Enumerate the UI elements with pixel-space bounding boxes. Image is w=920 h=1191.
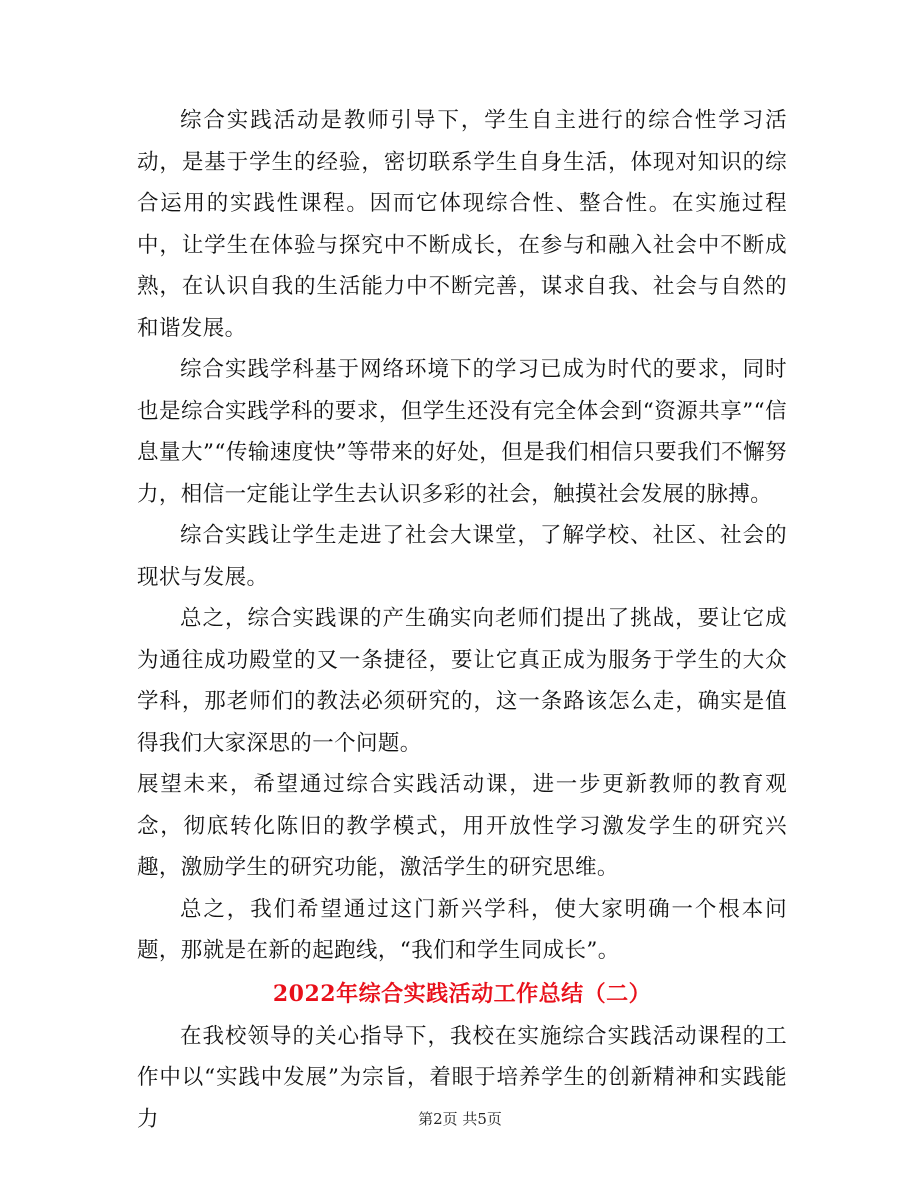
section-heading: 2022年综合实践活动工作总结（二） (272, 980, 652, 1007)
paragraph-social-classroom: 综合实践让学生走进了社会大课堂，了解学校、社区、社会的现状与发展。 (137, 523, 787, 590)
paragraph-conclusion: 总之，我们希望通过这门新兴学科，使大家明确一个根本问题，那就是在新的起跑线，“我们和学生同成长”。 (137, 896, 787, 963)
page-number-footer: 第2页 共5页 (418, 1110, 502, 1128)
paragraph-network-learning: 综合实践学科基于网络环境下的学习已成为时代的要求，同时也是综合实践学科的要求，但学生还没有完全体会到“资源共享”“信息量大”“传输速度快”等带来的好处，但是我们相信只要我们不懈努力，相信一定能让学生去认识多彩的社会，触摸社会发展的脉搏。 (137, 357, 787, 507)
paragraph-outlook: 展望未来，希望通过综合实践活动课，进一步更新教师的教育观念，彻底转化陈旧的教学模式，用开放性学习激发学生的研究兴趣，激励学生的研究功能，激活学生的研究思维。 (137, 772, 787, 880)
paragraph-challenge: 总之，综合实践课的产生确实向老师们提出了挑战，要让它成为通往成功殿堂的又一条捷径，要让它真正成为服务于学生的大众学科，那老师们的教法必须研究的，这一条路该怎么走，确实是值得我们大家深思的一个问题。 (137, 606, 787, 756)
paragraph-section-two-intro: 在我校领导的关心指导下，我校在实施综合实践活动课程的工作中以“实践中发展”为宗旨，着眼于培养学生的创新精神和实践能力 (137, 1023, 787, 1132)
paragraph-intro: 综合实践活动是教师引导下，学生自主进行的综合性学习活动，是基于学生的经验，密切联系学生自身生活，体现对知识的综合运用的实践性课程。因而它体现综合性、整合性。在实施过程中，让学生在体验与探究中不断成长，在参与和融入社会中不断成熟，在认识自我的生活能力中不断完善，谋求自我、社会与自然的和谐发展。 (137, 108, 787, 341)
document-page (137, 100, 787, 1140)
